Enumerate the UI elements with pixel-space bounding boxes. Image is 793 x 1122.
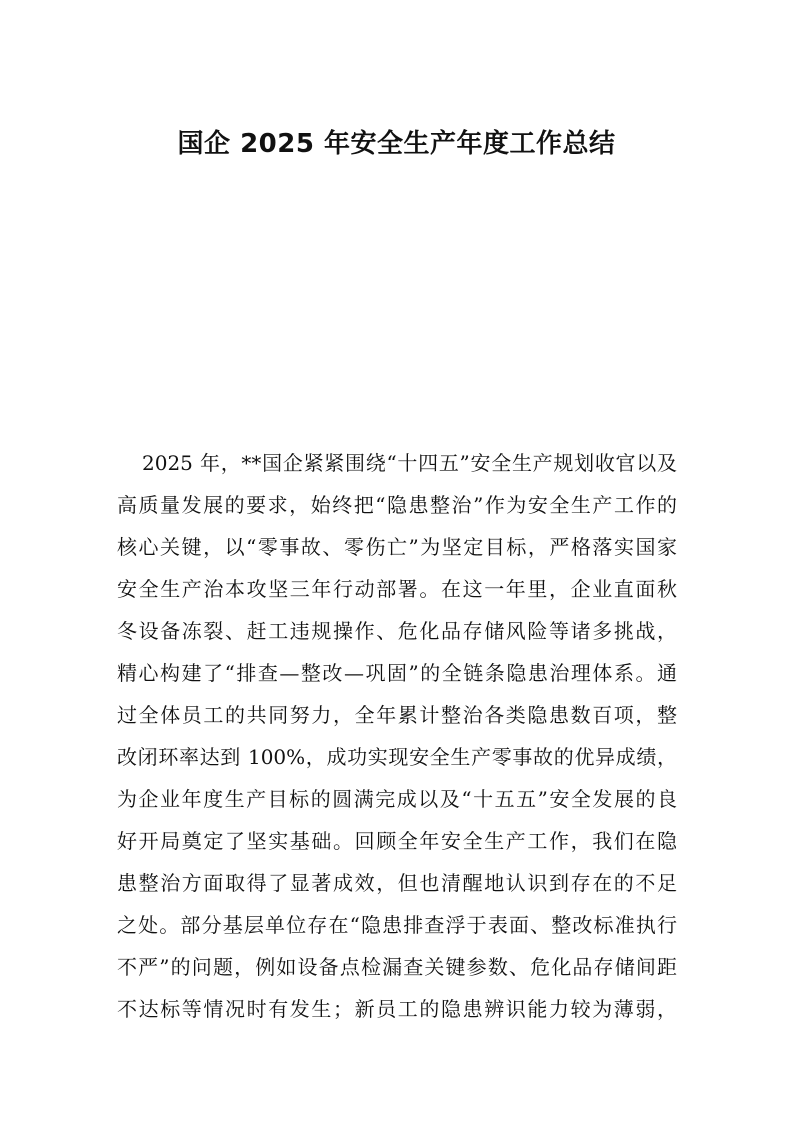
paragraph-line: 之处。部分基层单位存在“隐患排查浮于表面、整改标准执行 [117,913,677,937]
paragraph-line: 过全体员工的共同努力，全年累计整治各类隐患数百项，整 [117,703,677,727]
paragraph-line: 改闭环率达到 100%，成功实现安全生产零事故的优异成绩， [117,745,677,769]
paragraph-line: 高质量发展的要求，始终把“隐患整治”作为安全生产工作的 [117,493,677,517]
paragraph-line: 2025 年，**国企紧紧围绕“十四五”安全生产规划收官以及 [142,451,677,475]
paragraph-line: 冬设备冻裂、赶工违规操作、危化品存储风险等诸多挑战， [117,619,677,643]
paragraph-line: 不严”的问题，例如设备点检漏查关键参数、危化品存储间距 [117,955,677,979]
paragraph-line: 精心构建了“排查—整改—巩固”的全链条隐患治理体系。通 [117,661,677,685]
document-title: 国企 2025 年安全生产年度工作总结 [177,129,616,159]
paragraph-line: 核心关键，以“零事故、零伤亡”为坚定目标，严格落实国家 [117,535,677,559]
paragraph-line: 患整治方面取得了显著成效，但也清醒地认识到存在的不足 [117,871,677,895]
paragraph-line: 安全生产治本攻坚三年行动部署。在这一年里，企业直面秋 [117,577,677,601]
paragraph-line: 为企业年度生产目标的圆满完成以及“十五五”安全发展的良 [117,787,677,811]
body-paragraph [117,442,677,1030]
paragraph-line: 好开局奠定了坚实基础。回顾全年安全生产工作，我们在隐 [117,829,677,853]
paragraph-line: 不达标等情况时有发生；新员工的隐患辨识能力较为薄弱， [117,997,677,1021]
